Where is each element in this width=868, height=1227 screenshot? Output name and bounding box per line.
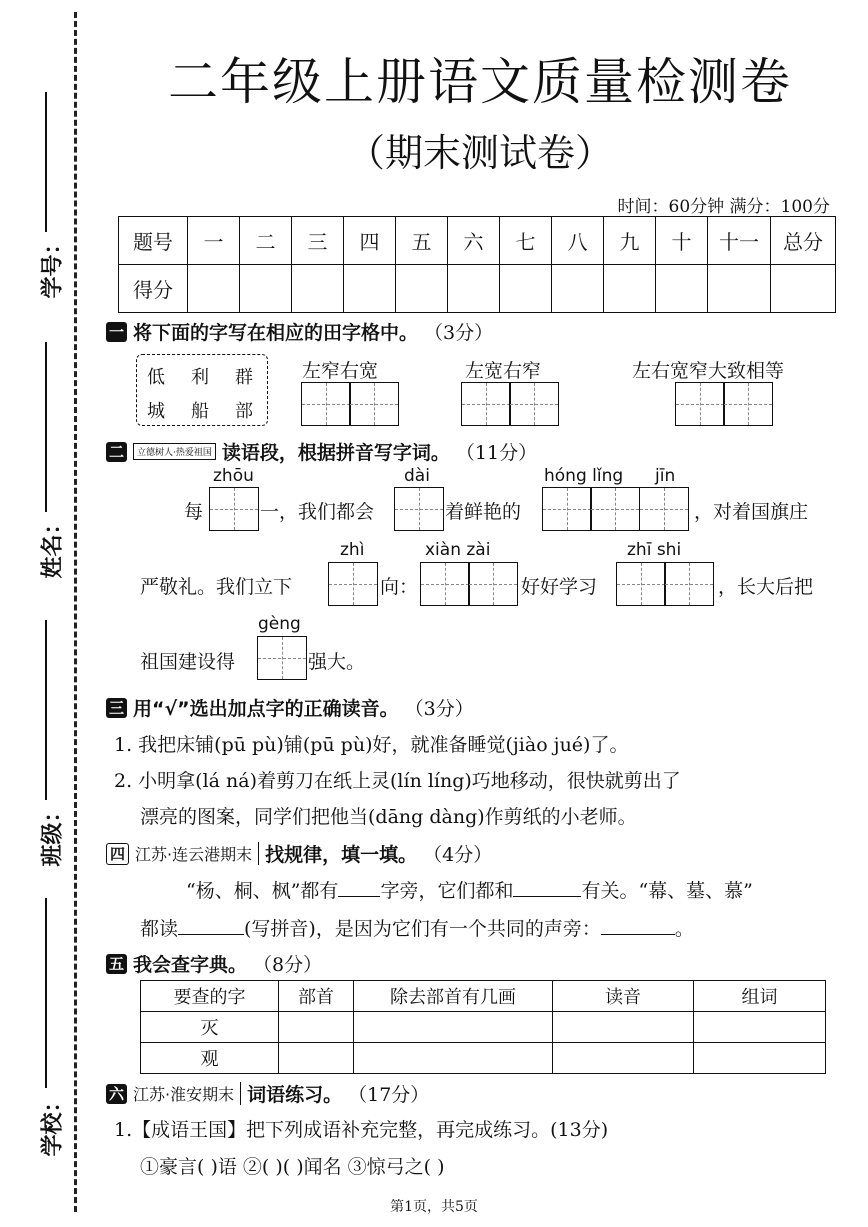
table-cell: 灭: [141, 1012, 279, 1043]
question-text: 有关。“幕、墓、慕”: [581, 880, 753, 902]
tian-grid-cell[interactable]: [349, 382, 399, 426]
dictionary-header-row: [141, 981, 826, 1012]
tian-grid-group: [302, 382, 399, 426]
passage-text: 每: [184, 501, 204, 523]
character: 部: [235, 401, 253, 422]
passage-text: 着鲜艳的: [445, 501, 522, 523]
tian-grid-cell[interactable]: [664, 562, 714, 606]
section-title: 读语段，根据拼音写字词。: [221, 442, 450, 464]
score-cell: 六: [448, 217, 500, 265]
pinyin: zhōu: [213, 466, 254, 486]
question-line: 漂亮的图案，同学们把他当(dāng dàng)作剪纸的小老师。: [140, 806, 637, 828]
passage-text: 严敬礼。我们立下: [140, 576, 293, 598]
question-text: 字旁，它们都和: [380, 880, 514, 902]
score-input-cell[interactable]: [771, 265, 836, 313]
answer-cell[interactable]: [354, 1043, 553, 1074]
table-header: 要查的字: [141, 981, 279, 1012]
section-score: （11分）: [455, 442, 538, 464]
character: 低: [147, 367, 165, 388]
section-source: 江苏·淮安期末: [133, 1082, 241, 1105]
tian-grid-cell[interactable]: [257, 636, 307, 680]
score-input-cell[interactable]: [552, 265, 604, 313]
tian-grid-cell[interactable]: [542, 487, 592, 531]
answer-cell[interactable]: [694, 1012, 826, 1043]
tian-grid-cell[interactable]: [639, 487, 689, 531]
passage-text: 向：: [380, 576, 419, 598]
section-number: 四: [106, 843, 129, 865]
score-cell: 得分: [119, 265, 188, 313]
question-text: (写拼音)，是因为它们有一个共同的声旁：: [244, 918, 601, 940]
tian-grid-group: [617, 562, 714, 606]
score-input-cell[interactable]: [188, 265, 240, 313]
passage-text: 强大。: [308, 651, 366, 673]
tian-grid-group: [543, 487, 689, 531]
tian-grid-group: [421, 562, 518, 606]
name-line: [45, 342, 47, 512]
question-text: “杨、桐、枫”都有: [186, 880, 339, 902]
tian-grid-cell[interactable]: [590, 487, 640, 531]
section-title: 词语练习。: [247, 1084, 343, 1106]
table-header: 部首: [279, 981, 354, 1012]
class-line: [45, 620, 47, 800]
score-cell: 五: [396, 217, 448, 265]
score-cell: 十: [656, 217, 708, 265]
score-input-cell[interactable]: [240, 265, 292, 313]
section-score: （8分）: [253, 954, 323, 976]
section-score: （17分）: [348, 1084, 430, 1106]
section-4-heading: [106, 840, 492, 867]
answer-cell[interactable]: [354, 1012, 553, 1043]
tian-grid-group: [676, 382, 773, 426]
question-line: [140, 914, 694, 941]
table-header: 除去部首有几画: [354, 981, 553, 1012]
score-cell: 七: [500, 217, 552, 265]
score-cell: 十一: [708, 217, 771, 265]
section-number: 二: [106, 442, 127, 462]
answer-blank[interactable]: [178, 934, 244, 935]
score-cell: 一: [188, 217, 240, 265]
pinyin: jīn: [655, 466, 676, 486]
section-score: （3分）: [424, 322, 494, 344]
section-number: 三: [106, 698, 127, 718]
score-cell: 二: [240, 217, 292, 265]
section-score: （3分）: [404, 698, 474, 720]
section-source: 江苏·连云港期末: [135, 842, 259, 865]
score-cell: 八: [552, 217, 604, 265]
score-cell: 总分: [771, 217, 836, 265]
student-no-line: [45, 92, 47, 232]
exam-meta: 时间：60分钟 满分：100分: [617, 197, 830, 217]
page-title: 二年级上册语文质量检测卷: [168, 53, 792, 111]
tian-grid-group: [329, 562, 378, 606]
tian-grid-cell[interactable]: [616, 562, 666, 606]
score-cell: 四: [344, 217, 396, 265]
table-row: [141, 1043, 826, 1074]
section-3-heading: [106, 694, 474, 721]
question-line: ①豪言( )语 ②( )( )闻名 ③惊弓之( ): [140, 1156, 445, 1178]
page-subtitle: （期末测试卷）: [346, 131, 613, 175]
tian-grid-group: [258, 636, 307, 680]
score-input-cell[interactable]: [604, 265, 656, 313]
question-line: 1. 我把床铺(pū pù)铺(pū pù)好，就准备睡觉(jiào jué)了。: [114, 734, 629, 756]
pinyin: xiàn zài: [425, 540, 491, 560]
section-title: 将下面的字写在相应的田字格中。: [133, 322, 419, 344]
binding-dashed-line: [74, 12, 77, 1212]
grid-label: 左宽右窄: [465, 360, 542, 382]
question-text: 。: [674, 918, 694, 940]
student-no-label: 学号：: [40, 232, 66, 299]
tian-grid-cell[interactable]: [420, 562, 470, 606]
character: 群: [235, 367, 253, 388]
pinyin: gèng: [258, 614, 301, 634]
tian-grid-cell[interactable]: [301, 382, 351, 426]
passage-text: 祖国建设得: [140, 651, 236, 673]
section-score: （4分）: [423, 844, 493, 866]
tian-grid-group: [462, 382, 559, 426]
question-line: [186, 876, 753, 903]
score-input-cell[interactable]: [396, 265, 448, 313]
section-1-heading: [106, 318, 493, 345]
score-input-cell[interactable]: [292, 265, 344, 313]
section-number: 五: [106, 954, 127, 974]
table-cell: 观: [141, 1043, 279, 1074]
passage-text: ，长大后把: [718, 576, 814, 598]
tian-grid-cell[interactable]: [328, 562, 378, 606]
score-input-cell[interactable]: [708, 265, 771, 313]
answer-cell[interactable]: [553, 1012, 694, 1043]
tian-grid-cell[interactable]: [509, 382, 559, 426]
question-line: 2. 小明拿(lá ná)着剪刀在纸上灵(lín líng)巧地移动，很快就剪出了: [114, 770, 681, 792]
table-row: [141, 1012, 826, 1043]
pinyin: zhī shi: [627, 540, 682, 560]
dictionary-table: [140, 980, 826, 1074]
section-6-heading: [106, 1080, 429, 1107]
section-2-heading: [106, 438, 537, 465]
name-label: 姓名：: [40, 512, 66, 579]
tian-grid-cell[interactable]: [675, 382, 725, 426]
answer-cell[interactable]: [553, 1043, 694, 1074]
table-header: 组词: [694, 981, 826, 1012]
section-title: 找规律，填一填。: [265, 844, 418, 866]
score-input-cell[interactable]: [500, 265, 552, 313]
tian-grid-group: [395, 487, 444, 531]
pinyin: hóng lǐng: [544, 466, 624, 486]
school-label: 学校：: [40, 1090, 66, 1157]
tian-grid-cell[interactable]: [394, 487, 444, 531]
character: 城: [147, 401, 165, 422]
question-text: 都读: [140, 918, 179, 940]
score-table-score-row: [119, 265, 836, 313]
score-cell: 九: [604, 217, 656, 265]
answer-cell[interactable]: [279, 1012, 354, 1043]
tian-grid-cell[interactable]: [468, 562, 518, 606]
character-box: [136, 354, 268, 426]
tian-grid-cell[interactable]: [209, 487, 259, 531]
character: 船: [191, 401, 209, 422]
passage-text: 好好学习: [521, 576, 598, 598]
pinyin: zhì: [340, 540, 365, 560]
passage-text: 一，我们都会: [260, 501, 375, 523]
pinyin: dài: [404, 466, 430, 486]
section-5-heading: [106, 950, 322, 977]
answer-blank[interactable]: [601, 934, 675, 935]
answer-blank[interactable]: [338, 896, 380, 897]
school-line: [45, 898, 47, 1088]
passage-text: ，对着国旗庄: [694, 501, 809, 523]
score-cell: 题号: [119, 217, 188, 265]
table-header: 读音: [553, 981, 694, 1012]
grid-label: 左右宽窄大致相等: [632, 360, 785, 382]
character: 利: [191, 367, 209, 388]
grid-label: 左窄右宽: [302, 360, 379, 382]
answer-cell[interactable]: [694, 1043, 826, 1074]
tian-grid-group: [210, 487, 259, 531]
score-input-cell[interactable]: [448, 265, 500, 313]
page-footer: 第1页，共5页: [390, 1199, 478, 1215]
score-table: [118, 216, 836, 313]
section-number: 六: [106, 1084, 127, 1104]
answer-blank[interactable]: [513, 896, 581, 897]
tian-grid-cell[interactable]: [723, 382, 773, 426]
score-input-cell[interactable]: [344, 265, 396, 313]
score-cell: 三: [292, 217, 344, 265]
section-title: 用“√”选出加点字的正确读音。: [133, 698, 399, 720]
question-line: 1.【成语王国】把下列成语补充完整，再完成练习。(13分): [114, 1119, 609, 1141]
class-label: 班级：: [40, 800, 66, 867]
section-number: 一: [106, 322, 127, 342]
section-tag: 立德树人·热爱祖国: [133, 443, 216, 460]
score-table-header-row: [119, 217, 836, 265]
section-title: 我会查字典。: [133, 954, 248, 976]
answer-cell[interactable]: [279, 1043, 354, 1074]
score-input-cell[interactable]: [656, 265, 708, 313]
tian-grid-cell[interactable]: [461, 382, 511, 426]
